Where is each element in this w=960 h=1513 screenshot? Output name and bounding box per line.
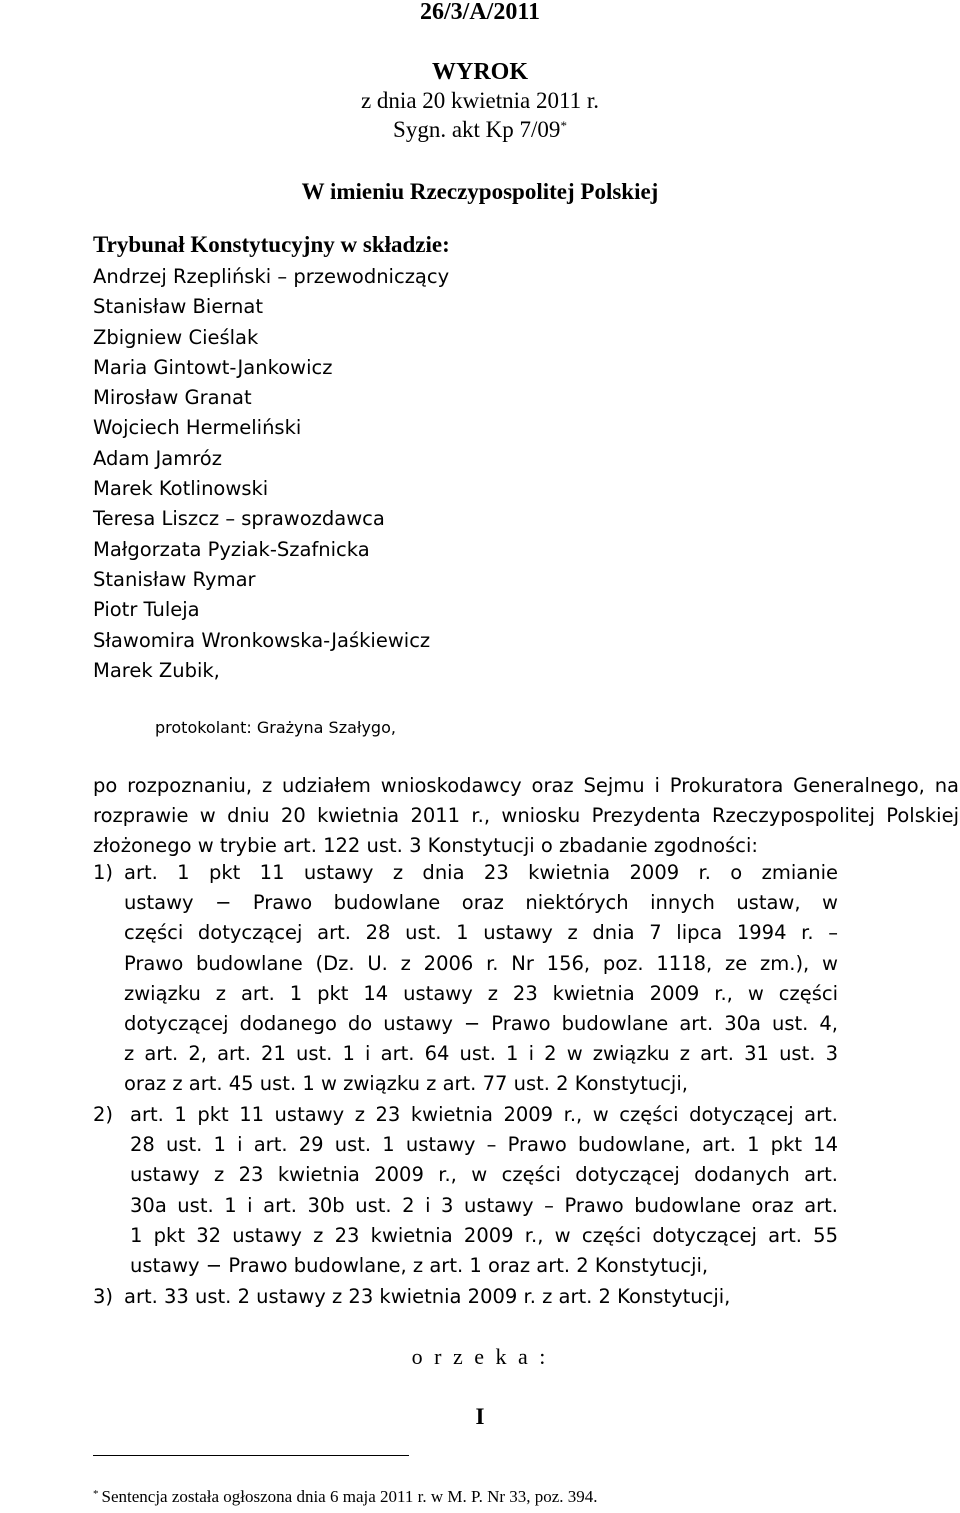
tribunal-composition-heading: Trybunał Konstytucyjny w składzie:: [93, 232, 450, 257]
judge-name: Małgorzata Pyziak-Szafnicka: [93, 537, 370, 561]
list-item-line: ustawy z 23 kwietnia 2009 r., w części dotyczącej dodanych art.: [130, 1163, 838, 1187]
list-item-body: [130, 1100, 838, 1281]
list-item-line: ustawy − Prawo budowlane, z art. 1 oraz art. 2 Konstytucji,: [130, 1254, 709, 1278]
list-item-line: Prawo budowlane (Dz. U. z 2006 r. Nr 156, poz. 1118, ze zm.), w: [124, 951, 838, 975]
judgment-date: z dnia 20 kwietnia 2011 r.: [360, 88, 600, 113]
case-number: 26/3/A/2011: [419, 0, 540, 25]
judge-name: Stanisław Biernat: [93, 295, 263, 319]
intro-line: rozprawie w dniu 20 kwietnia 2011 r., wniosku Prezydenta Rzeczypospolitej Polskiej: [93, 804, 959, 827]
list-item-body: [124, 1282, 838, 1312]
list-item-number: 2): [93, 1103, 114, 1126]
judge-name: Zbigniew Cieślak: [93, 325, 259, 349]
judge-name: Teresa Liszcz – sprawozdawca: [93, 507, 385, 531]
judge-name: Maria Gintowt-Jankowicz: [93, 355, 333, 379]
list-item-line: dotyczącej dodanego do ustawy − Prawo budowlane art. 30a ust. 4,: [124, 1012, 838, 1036]
intro-line: po rozpoznaniu, z udziałem wnioskodawcy oraz Sejmu i Prokuratora Generalnego, na: [93, 774, 959, 797]
ruling-section-number: I: [475, 1404, 485, 1429]
list-item-line: ustawy − Prawo budowlane oraz niektórych innych ustaw, w: [124, 891, 838, 915]
list-item-line: z art. 2, art. 21 ust. 1 i art. 64 ust. 1 i 2 w związku z art. 31 ust. 3: [124, 1042, 838, 1066]
judge-name: Sławomira Wronkowska-Jaśkiewicz: [93, 628, 431, 652]
case-signature-text: Sygn. akt Kp 7/09: [393, 117, 561, 142]
list-item-number: 3): [93, 1285, 114, 1308]
list-item-number: 1): [93, 861, 114, 884]
footnote-text: Sentencja została ogłoszona dnia 6 maja 2011 r. w M. P. Nr 33, poz. 394.: [101, 1487, 598, 1506]
judge-name: Marek Kotlinowski: [93, 477, 269, 501]
list-item-line: art. 1 pkt 11 ustawy z 23 kwietnia 2009 r., w części dotyczącej art.: [130, 1103, 838, 1126]
footnote: [93, 1484, 598, 1510]
list-item-line: związku z art. 1 pkt 14 ustawy z 23 kwietnia 2009 r., w części: [124, 981, 838, 1005]
case-signature: [0, 115, 960, 145]
court-clerk: protokolant: Grażyna Szałygo,: [155, 718, 396, 737]
list-item-line: 30a ust. 1 i art. 30b ust. 2 i 3 ustawy – Prawo budowlane oraz art.: [130, 1193, 838, 1217]
judge-name: Marek Zubik,: [93, 658, 220, 682]
list-item-line: 1 pkt 32 ustawy z 23 kwietnia 2009 r., w części dotyczącej art. 55: [130, 1223, 838, 1247]
list-item-line: art. 33 ust. 2 ustawy z 23 kwietnia 2009 r. z art. 2 Konstytucji,: [124, 1285, 731, 1308]
list-item-line: art. 1 pkt 11 ustawy z dnia 23 kwietnia 2009 r. o zmianie: [124, 861, 838, 884]
list-item-line: części dotyczącej art. 28 ust. 1 ustawy z dnia 7 lipca 1994 r. –: [124, 921, 838, 945]
ruling-heading: o r z e k a :: [411, 1344, 549, 1369]
footnote-divider: [93, 1455, 409, 1456]
judge-name: Wojciech Hermeliński: [93, 416, 302, 440]
list-item-line: oraz z art. 45 ust. 1 w związku z art. 77 ust. 2 Konstytucji,: [124, 1072, 688, 1096]
judge-name: Piotr Tuleja: [93, 598, 200, 622]
list-item-body: [124, 858, 838, 1100]
intro-paragraph: [93, 771, 959, 861]
judge-name: Adam Jamróz: [93, 446, 222, 470]
intro-line: złożonego w trybie art. 122 ust. 3 Konstytucji o zbadanie zgodności:: [93, 834, 758, 857]
judge-name: Mirosław Granat: [93, 386, 252, 410]
list-item-line: 28 ust. 1 i art. 29 ust. 1 ustawy – Prawo budowlane, art. 1 pkt 14: [130, 1133, 838, 1157]
footnote-reference-mark: *: [560, 118, 567, 133]
judgment-title: WYROK: [432, 59, 528, 85]
judge-name: Stanisław Rymar: [93, 567, 256, 591]
judge-name: Andrzej Rzepliński – przewodniczący: [93, 265, 450, 288]
footnote-mark: *: [93, 1488, 99, 1500]
in-name-of-republic: W imieniu Rzeczypospolitej Polskiej: [301, 179, 659, 204]
judges-list: [93, 262, 449, 686]
